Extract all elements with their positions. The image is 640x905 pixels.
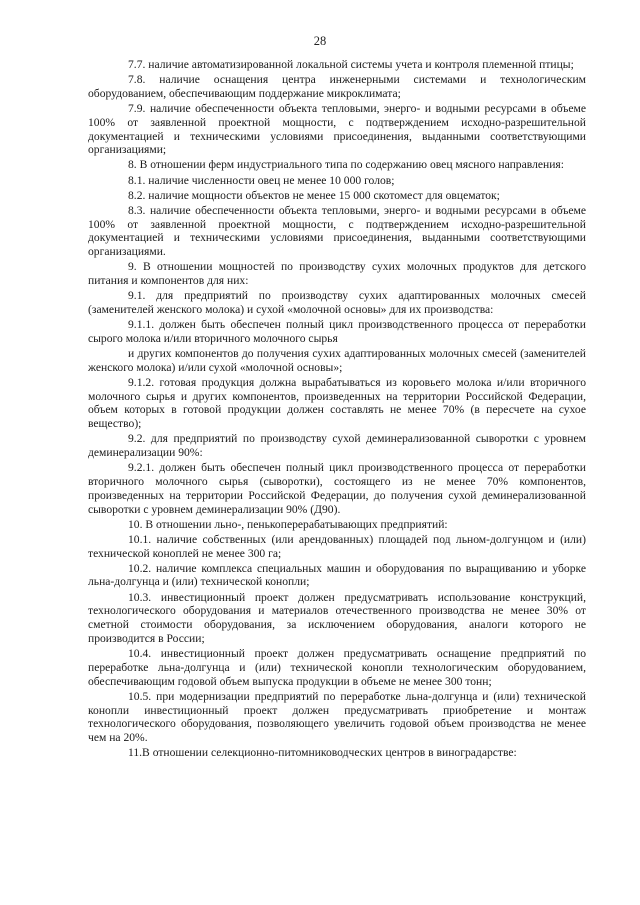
paragraph-7-8: 7.8. наличие оснащения центра инженерными системами и технологическим оборудованием, обеспечивающим поддержание микроклимата;	[88, 73, 586, 100]
paragraph-9-2: 9.2. для предприятий по производству сухой деминерализованной сыворотки с уровнем деминерализации 90%:	[88, 432, 586, 460]
paragraph-7-9: 7.9. наличие обеспеченности объекта тепловыми, энерго- и водными ресурсами в объеме 100% от заявленной проектной мощности, с подтверждением исходно-разрешительной документацией и техническими условиями присоединения, выданными соответствующими организациями;	[88, 101, 586, 157]
paragraph-8-2: 8.2. наличие мощности объектов не менее 15 000 скотомест для овцематок;	[128, 188, 500, 202]
paragraph-8-1: 8.1. наличие численности овец не менее 10 000 голов;	[128, 173, 395, 187]
paragraph-10-2: 10.2. наличие комплекса специальных машин и оборудования по выращиванию и уборке льна-долгунца и (или) технической конопли;	[88, 561, 586, 589]
paragraph-9: 9. В отношении мощностей по производству сухих молочных продуктов для детского питания и компонентов для них:	[88, 260, 586, 288]
paragraph-9-1-1-continued: и других компонентов до получения сухих адаптированных молочных смесей (заменителей женского молока) и/или сухой «молочной основы»;	[88, 346, 586, 374]
paragraph-9-1-2: 9.1.2. готовая продукция должна вырабатываться из коровьего молока и/или вторичного молочного сырья и других компонентов, произведенных на территории Российской Федерации, объем которых в готовой продукции должен составлять не менее 70% (в пересчете на сухое вещество);	[88, 375, 586, 431]
paragraph-10: 10. В отношении льно-, пенькоперерабатывающих предприятий:	[128, 517, 448, 531]
paragraph-10-5: 10.5. при модернизации предприятий по переработке льна-долгунца и (или) технической конопли инвестиционный проект должен предусматривать приобретение и монтаж технологического оборудования, позволяющего увеличить годовой объем производства не менее чем на 20%.	[88, 689, 586, 745]
paragraph-9-1: 9.1. для предприятий по производству сухих адаптированных молочных смесей (заменителей женского молока) и сухой «молочной основы» для их производства:	[88, 289, 586, 316]
paragraph-10-1: 10.1. наличие собственных (или арендованных) площадей под льном-долгунцом и (или) технической коноплей не менее 300 га;	[88, 532, 586, 560]
paragraph-11: 11.В отношении селекционно-питомниководческих центров в виноградарстве:	[128, 746, 517, 760]
paragraph-10-4: 10.4. инвестиционный проект должен предусматривать оснащение предприятий по переработке льна-долгунца и (или) технической конопли технологическим оборудованием, обеспечивающим годовой объем выпуска продукции в объеме не менее 300 тонн;	[88, 647, 586, 688]
paragraph-9-1-1: 9.1.1. должен быть обеспечен полный цикл производственного процесса от переработки сырого молока и/или вторичного молочного сырья	[88, 318, 586, 345]
paragraph-8: 8. В отношении ферм индустриального типа по содержанию овец мясного направления:	[128, 158, 564, 172]
page-number: 28	[313, 34, 327, 48]
paragraph-8-3: 8.3. наличие обеспеченности объекта тепловыми, энерго- и водными ресурсами в объеме 100% от заявленной проектной мощности, с подтверждением исходно-разрешительной документацией и техническими условиями присоединения, выданными соответствующими организациями.	[88, 203, 586, 259]
paragraph-7-7: 7.7. наличие автоматизированной локальной системы учета и контроля племенной птицы;	[128, 58, 574, 71]
document-body	[88, 58, 586, 761]
paragraph-10-3: 10.3. инвестиционный проект должен предусматривать использование конструкций, технологического оборудования и материалов отечественного производства не менее 30% от сметной стоимости оборудования, за исключением оборудования, аналоги которого не производится в России;	[88, 590, 586, 645]
paragraph-9-2-1: 9.2.1. должен быть обеспечен полный цикл производственного процесса от переработки вторичного молочного сырья (сыворотки), состоящего из не менее 70% компонентов, произведенных на территории Российской Федерации, до получения сухой деминерализованной сыворотки с уровнем деминерализации 90% (Д90).	[88, 461, 586, 516]
